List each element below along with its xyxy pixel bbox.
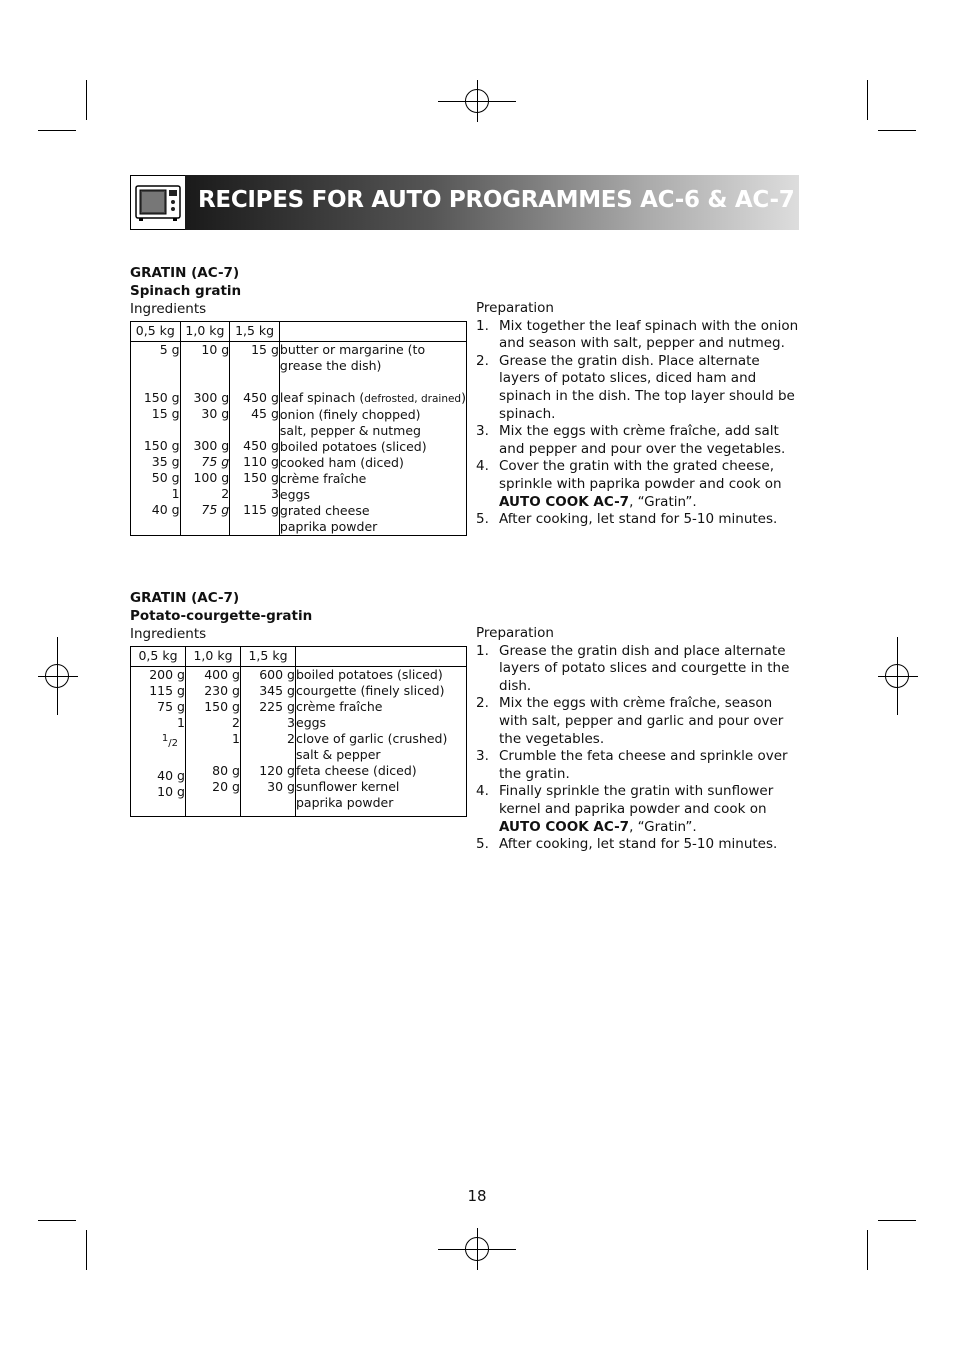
- column-header: 1,0 kg: [180, 322, 230, 342]
- column-header-blank: [279, 322, 466, 342]
- crop-mark: [38, 1220, 76, 1221]
- recipe-subtitle: Potato-courgette-gratin: [130, 608, 313, 624]
- quantity-column: 200 g 115 g 75 g 1 $^1$/2 40 g 10 g: [131, 667, 186, 817]
- preparation-block: [476, 625, 801, 854]
- preparation-steps: [476, 318, 801, 529]
- recipe-title: GRATIN (AC-7): [130, 590, 240, 606]
- preparation-step: 2. Mix the eggs with crème fraîche, season with salt, pepper and garlic and pour over the vegetables.: [476, 695, 784, 747]
- ingredients-table: [130, 321, 467, 536]
- preparation-step: 4. Finally sprinkle the gratin with sunflower kernel and paprika powder and cook on AUTO COOK AC-7, “Gratin”.: [476, 783, 774, 835]
- preparation-step: 1. Mix together the leaf spinach with the onion and season with salt, pepper and nutmeg.: [476, 317, 799, 352]
- preparation-step: 4. Cover the gratin with the grated cheese, sprinkle with paprika powder and cook on AUTO COOK AC-7, “Gratin”.: [476, 458, 782, 510]
- column-header: 0,5 kg: [131, 647, 186, 667]
- preparation-step: 5. After cooking, let stand for 5-10 minutes.: [476, 836, 778, 853]
- recipe-subtitle: Spinach gratin: [130, 283, 242, 299]
- preparation-label: Preparation: [476, 300, 554, 316]
- crop-mark: [878, 130, 916, 131]
- crop-mark: [86, 80, 87, 120]
- recipe-potato-courgette-gratin: [130, 589, 799, 853]
- preparation-block: [476, 300, 801, 529]
- column-header: 0,5 kg: [131, 322, 181, 342]
- column-header: 1,5 kg: [241, 647, 296, 667]
- ingredients-label: Ingredients: [130, 301, 207, 317]
- column-header: 1,5 kg: [230, 322, 280, 342]
- microwave-icon: [130, 175, 186, 230]
- crop-mark: [867, 1230, 868, 1270]
- crop-mark: [38, 130, 76, 131]
- preparation-step: 3. Crumble the feta cheese and sprinkle over the gratin.: [476, 748, 788, 782]
- ingredients-table: [130, 646, 467, 817]
- preparation-step: 1. Grease the gratin dish and place alternate layers of potato slices and courgette in the dish.: [476, 642, 790, 694]
- quantity-column: 5 g 150 g 15 g 150 g 35 g 50 g 1 40 g: [131, 342, 181, 536]
- preparation-step: 3. Mix the eggs with crème fraîche, add salt and pepper and pour over the vegetables.: [476, 423, 786, 457]
- column-header: 1,0 kg: [186, 647, 241, 667]
- page-title: RECIPES FOR AUTO PROGRAMMES AC-6 & AC-7: [198, 187, 795, 213]
- ingredient-name-column: butter or margarine (to grease the dish) leaf spinach (defrosted, drained) onion (finely chopped) salt, pepper & nutmeg boiled potatoes (sliced) cooked ham (diced) crème fraîche eggs grated cheese paprika powder: [279, 342, 466, 534]
- quantity-column: 10 g 300 g 30 g 300 g 75 g 100 g 2 75 g: [180, 342, 230, 536]
- page-header: [130, 175, 799, 230]
- crop-mark: [86, 1230, 87, 1270]
- preparation-step: 2. Grease the gratin dish. Place alternate layers of potato slices, diced ham and spinach in the dish. The top layer should be spinach.: [476, 352, 795, 422]
- quantity-column: 600 g 345 g 225 g 3 2 120 g 30 g: [241, 667, 296, 817]
- preparation-label: Preparation: [476, 625, 554, 641]
- recipe-title: GRATIN (AC-7): [130, 265, 240, 281]
- preparation-steps: [476, 643, 801, 854]
- column-header-blank: [296, 647, 467, 667]
- ingredients-label: Ingredients: [130, 626, 207, 642]
- quantity-column: 15 g 450 g 45 g 450 g 110 g 150 g 3 115 g: [230, 342, 280, 536]
- recipe-spinach-gratin: [130, 264, 799, 534]
- crop-mark: [867, 80, 868, 120]
- ingredient-name-column: boiled potatoes (sliced) courgette (finely sliced) crème fraîche eggs clove of garlic (crushed) salt & pepper feta cheese (diced) sunflower kernel paprika powder: [296, 667, 467, 817]
- page-number: 18: [467, 1187, 487, 1205]
- crop-mark: [878, 1220, 916, 1221]
- quantity-column: 400 g 230 g 150 g 2 1 80 g 20 g: [186, 667, 241, 817]
- preparation-step: 5. After cooking, let stand for 5-10 minutes.: [476, 511, 778, 528]
